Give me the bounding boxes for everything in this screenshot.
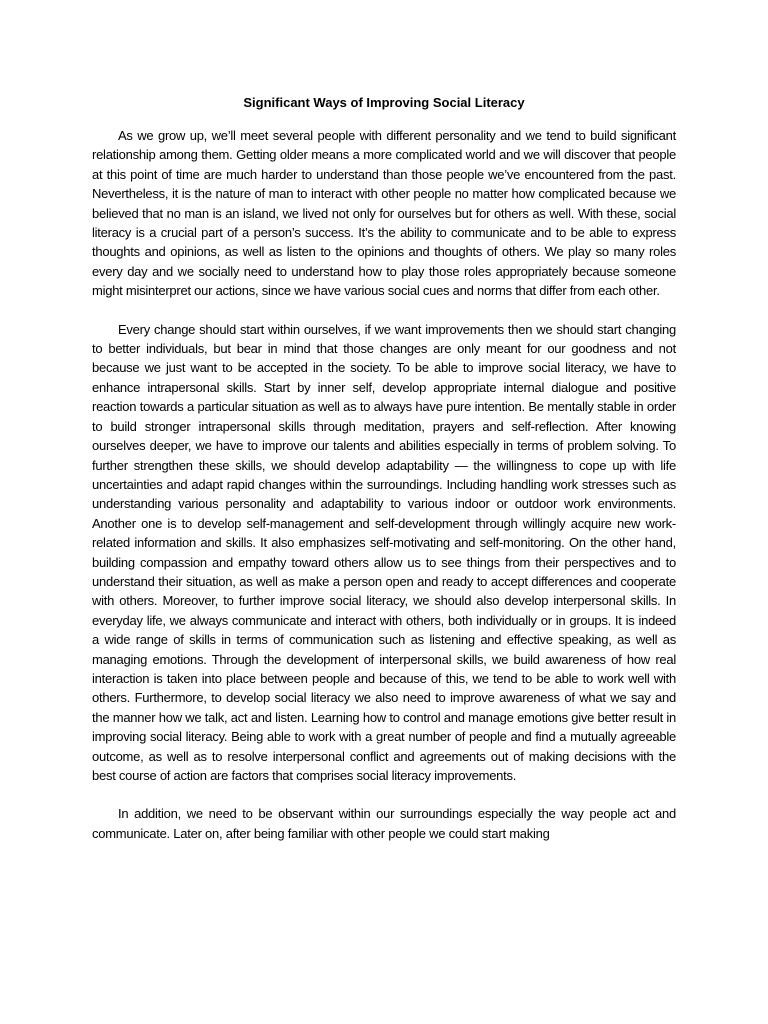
- document-page: [92, 93, 676, 862]
- paragraph-1: As we grow up, we’ll meet several people with different personality and we tend to build significant relationship among them. Getting older means a more complicated world and we will discover that people at this point of time are much harder to understand than those people we’ve encountered from the past. Nevertheless, it is the nature of man to interact with other people no matter how complicated because we believed that no man is an island, we lived not only for ourselves but for others as well. With these, social literacy is a crucial part of a person’s success. It’s the ability to communicate and to be able to express thoughts and opinions, as well as listen to the opinions and thoughts of others. We play so many roles every day and we socially need to understand how to play those roles appropriately because someone might misinterpret our actions, since we have various social cues and norms that differ from each other.: [92, 128, 676, 299]
- document-title: Significant Ways of Improving Social Literacy: [243, 95, 525, 110]
- paragraph-3: In addition, we need to be observant within our surroundings especially the way people act and communicate. Later on, after being familiar with other people we could start making: [92, 806, 676, 841]
- paragraph-2: Every change should start within ourselves, if we want improvements then we should start changing to better individuals, but bear in mind that those changes are only meant for our goodness and not because we just want to be accepted in the society. To be able to improve social literacy, we have to enhance intrapersonal skills. Start by inner self, develop appropriate internal dialogue and positive reaction towards a particular situation as well as to always have pure intention. Be mentally stable in order to build stronger intrapersonal skills through meditation, prayers and self-reflection. After knowing ourselves deeper, we have to improve our talents and abilities especially in terms of problem solving. To further strengthen these skills, we should develop adaptability — the willingness to cope up with life uncertainties and adapt rapid changes within the surroundings. Including handling work stresses such as understanding various personality and adaptability to various indoor or outdoor work environments. Another one is to develop self-management and self-development through willingly acquire new work-related information and skills. It also emphasizes self-motivating and self-monitoring. On the other hand, building compassion and empathy toward others allow us to see things from their perspectives and to understand their situation, as well as make a person open and ready to accept differences and cooperate with others. Moreover, to further improve social literacy, we should also develop interpersonal skills. In everyday life, we always communicate and interact with others, both individually or in groups. It is indeed a wide range of skills in terms of communication such as listening and effective speaking, as well as managing emotions. Through the development of interpersonal skills, we build awareness of how real interaction is taken into place between people and because of this, we tend to be able to work well with others. Furthermore, to develop social literacy we also need to improve awareness of what we say and the manner how we talk, act and listen. Learning how to control and manage emotions give better result in improving social literacy. Being able to work with a great number of people and find a mutually agreeable outcome, as well as to resolve interpersonal conflict and agreements out of making decisions with the best course of action are factors that comprises social literacy improvements.: [92, 321, 676, 783]
